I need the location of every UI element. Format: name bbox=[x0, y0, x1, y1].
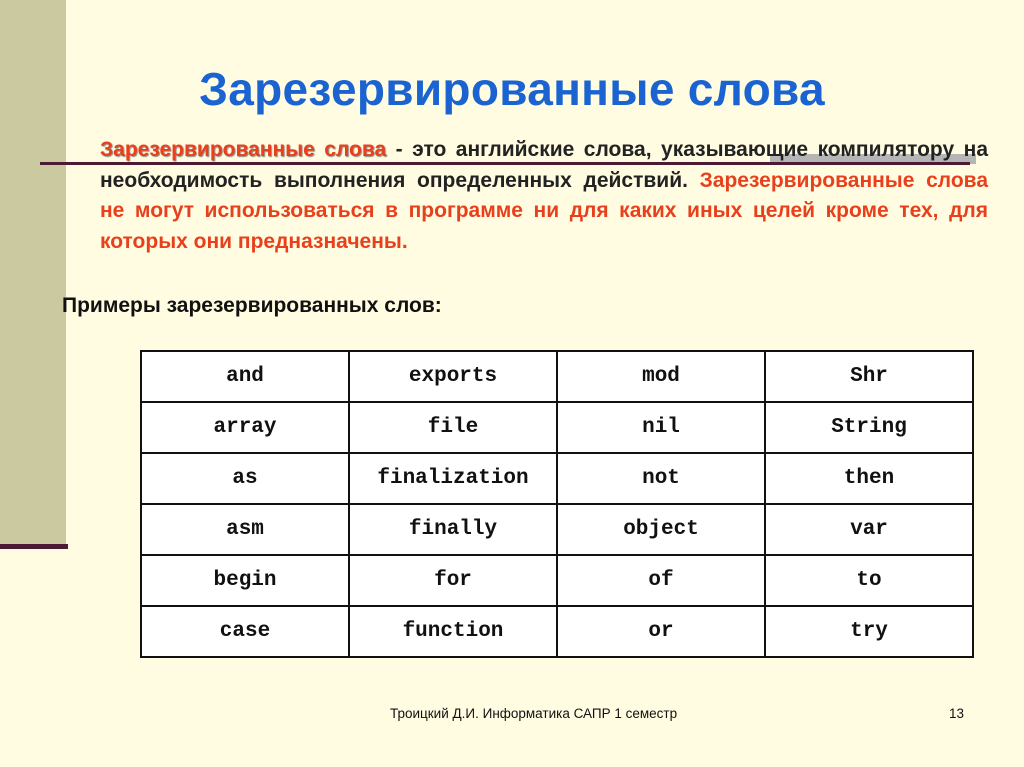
definition-text: - это английские слова, указывающие компилятору на необходимость выполнения определенных действий. bbox=[100, 138, 988, 192]
definition-warning: Зарезервированные слова не могут использоваться в программе ни для каких иных целей кроме тех, для которых они предназначены. bbox=[100, 168, 988, 253]
table-cell: nil bbox=[557, 402, 765, 453]
table-cell: then bbox=[765, 453, 973, 504]
table-cell: object bbox=[557, 504, 765, 555]
table-cell: of bbox=[557, 555, 765, 606]
page-number: 13 bbox=[949, 706, 965, 721]
table-cell: mod bbox=[557, 351, 765, 402]
table-row bbox=[141, 351, 973, 402]
table-cell: Shr bbox=[765, 351, 973, 402]
table-cell: case bbox=[141, 606, 349, 657]
table-cell: finalization bbox=[349, 453, 557, 504]
definition-paragraph bbox=[100, 135, 988, 257]
table-cell: as bbox=[141, 453, 349, 504]
table-row bbox=[141, 504, 973, 555]
definition-term: Зарезервированные слова bbox=[100, 138, 387, 161]
table-row bbox=[141, 402, 973, 453]
slide-title: Зарезервированные слова bbox=[199, 63, 825, 115]
footer-text: Троицкий Д.И. Информатика САПР 1 семестр bbox=[390, 706, 678, 721]
table-cell: var bbox=[765, 504, 973, 555]
table-cell: try bbox=[765, 606, 973, 657]
table-cell: asm bbox=[141, 504, 349, 555]
reserved-words-table bbox=[140, 350, 974, 658]
table-cell: function bbox=[349, 606, 557, 657]
table-cell: not bbox=[557, 453, 765, 504]
table-cell: array bbox=[141, 402, 349, 453]
sidebar-divider bbox=[0, 544, 68, 549]
table-cell: and bbox=[141, 351, 349, 402]
table-cell: begin bbox=[141, 555, 349, 606]
table-row bbox=[141, 606, 973, 657]
examples-heading: Примеры зарезервированных слов: bbox=[62, 294, 442, 317]
table-cell: String bbox=[765, 402, 973, 453]
table-cell: or bbox=[557, 606, 765, 657]
table-cell: finally bbox=[349, 504, 557, 555]
table-cell: for bbox=[349, 555, 557, 606]
table-cell: file bbox=[349, 402, 557, 453]
table-row bbox=[141, 453, 973, 504]
table-cell: exports bbox=[349, 351, 557, 402]
table-row bbox=[141, 555, 973, 606]
table-cell: to bbox=[765, 555, 973, 606]
